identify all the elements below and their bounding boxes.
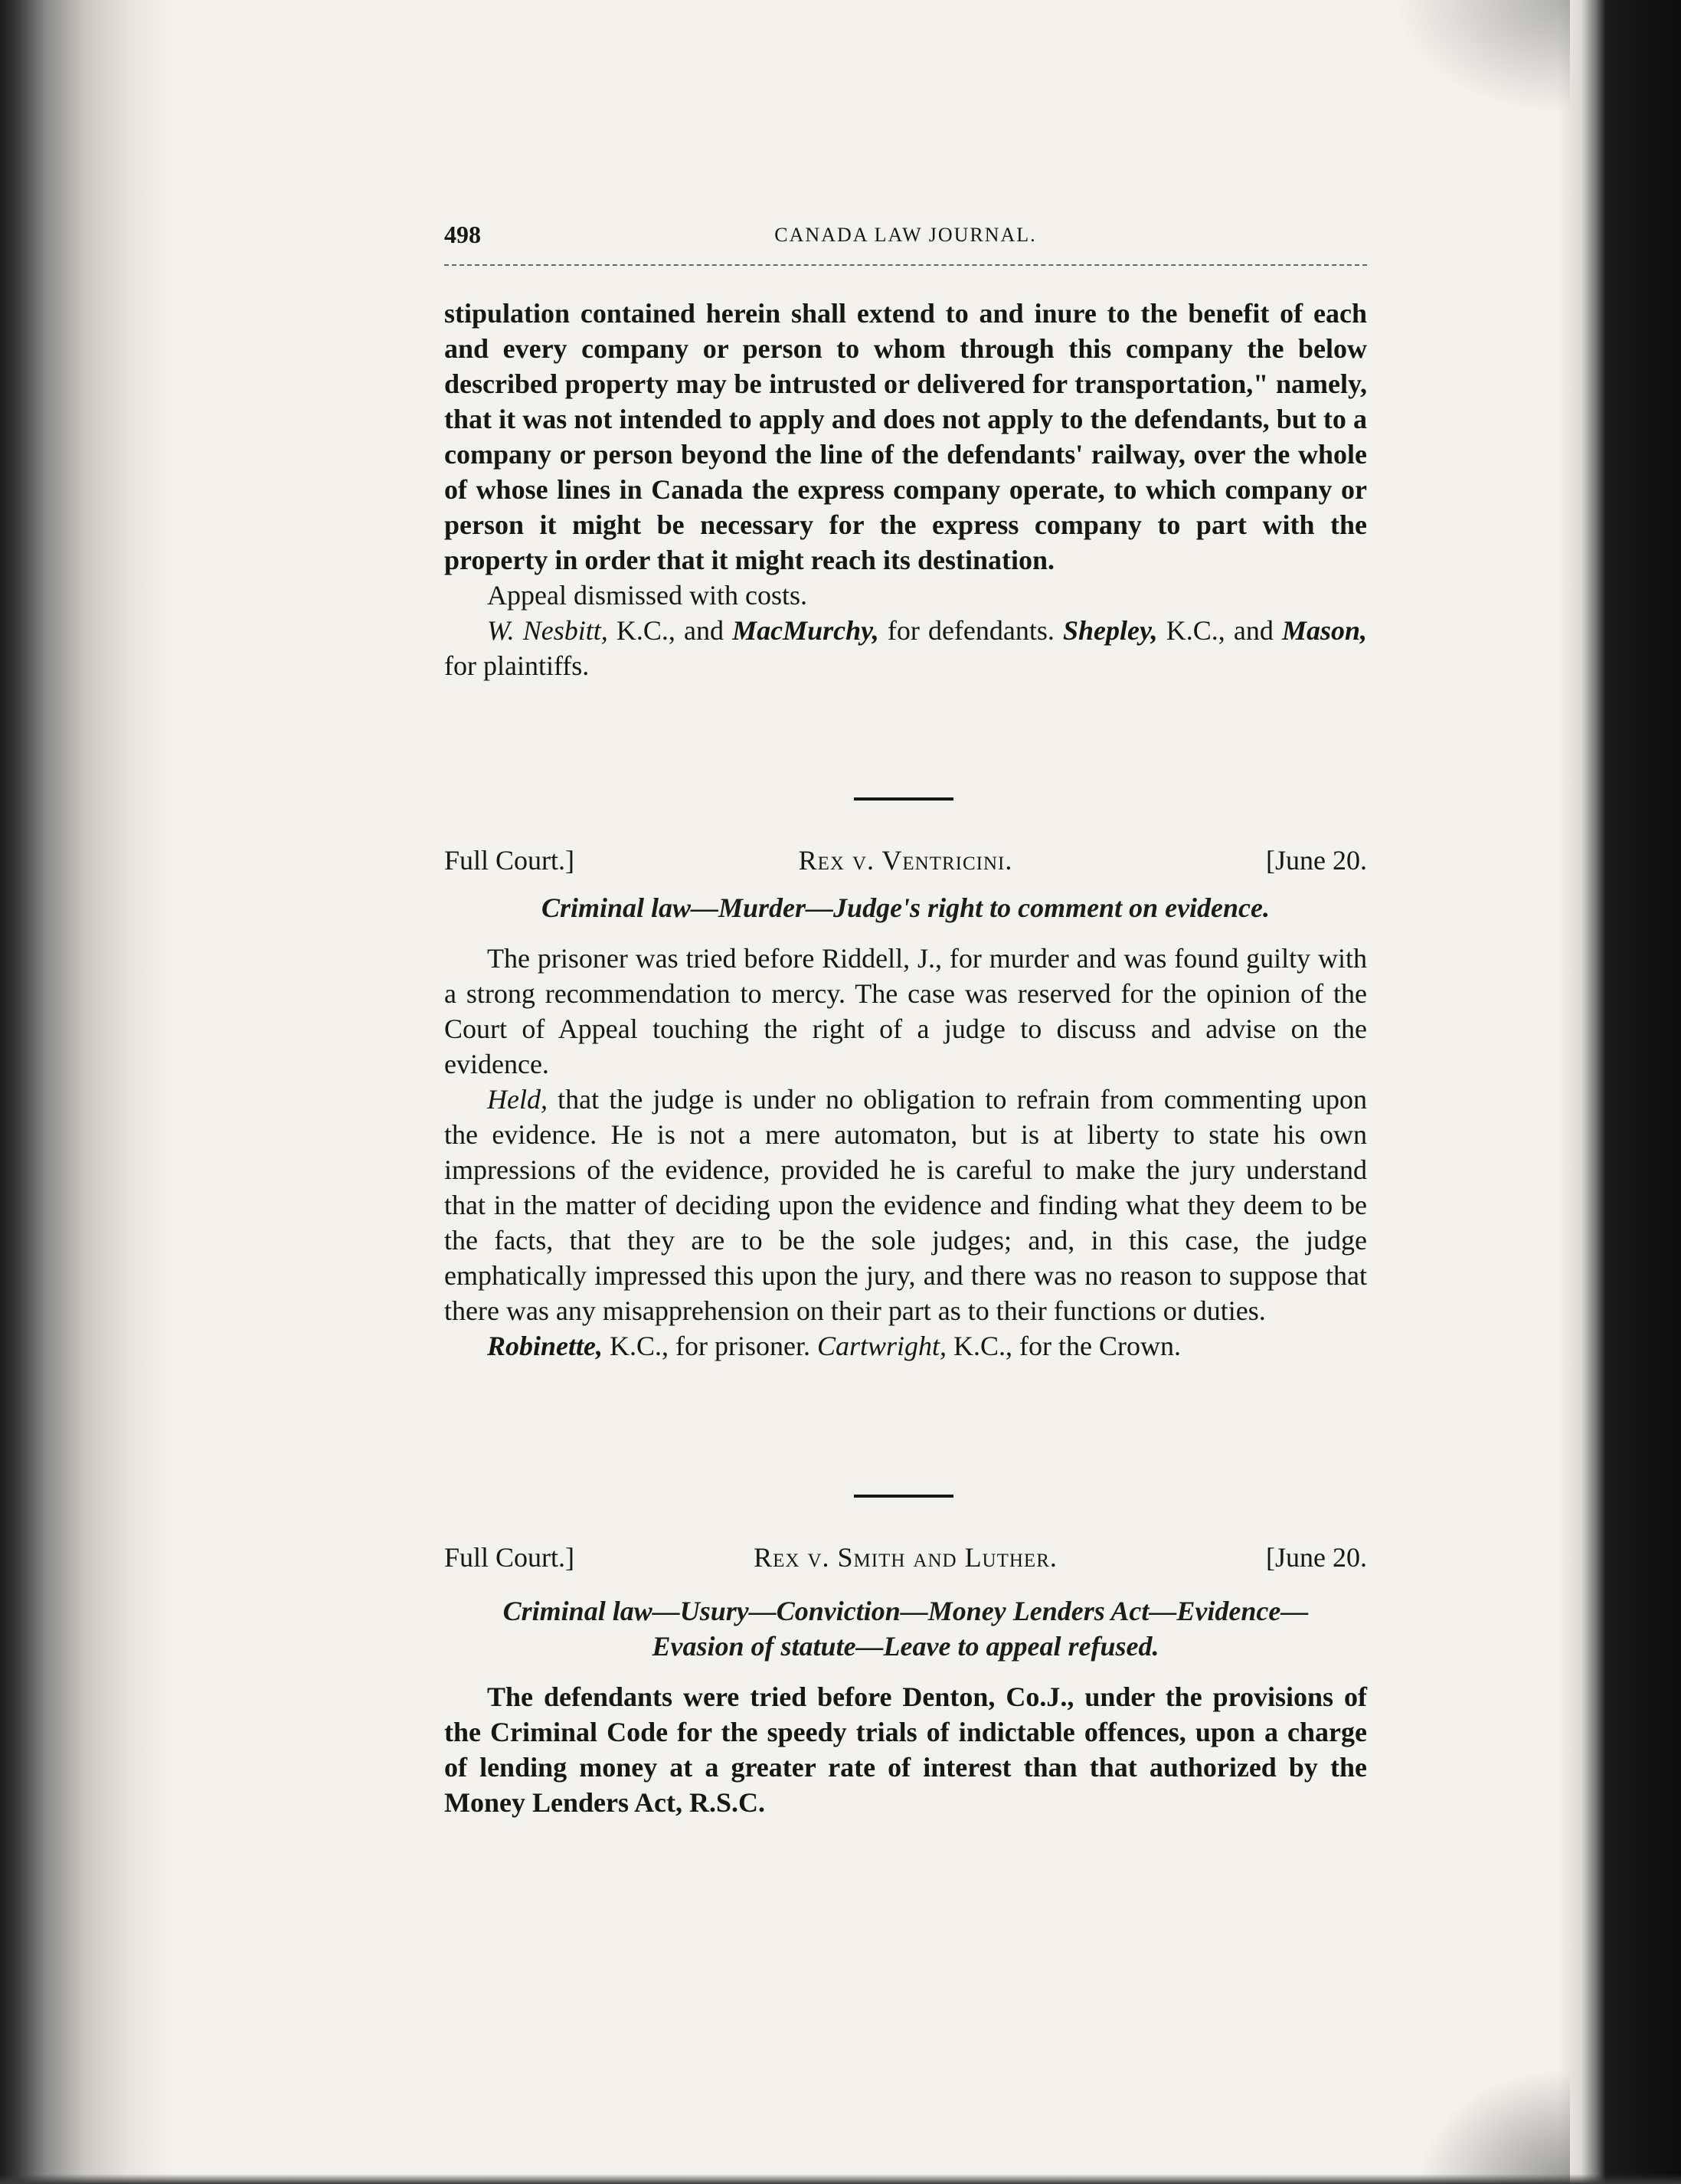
- counsel-name: Mason,: [1281, 615, 1367, 646]
- case-title: Rex v. Smith and Luther.: [754, 1542, 1058, 1573]
- counsel-text: K.C., and: [1157, 615, 1282, 646]
- case-heading: [444, 1541, 1367, 1578]
- section-continuation: [444, 296, 1367, 683]
- counsel-name: Cartwright,: [816, 1331, 947, 1361]
- held-label: Held,: [487, 1084, 548, 1115]
- held-paragraph: [444, 1082, 1367, 1328]
- binding-shadow: [0, 0, 176, 2184]
- case-title: Rex v. Ventricini.: [798, 845, 1013, 876]
- page-edge-shadow: [1558, 0, 1681, 2184]
- header-rule: [444, 264, 1367, 266]
- case-topic-block: [444, 890, 1367, 925]
- counsel-text: for defendants.: [878, 615, 1063, 646]
- counsel-name: MacMurchy,: [732, 615, 879, 646]
- journal-page: [444, 0, 1367, 2184]
- counsel-text: K.C., for the Crown.: [947, 1331, 1181, 1361]
- section-divider: [854, 1495, 953, 1498]
- scan-smudge-top: [1394, 0, 1570, 115]
- continuation-paragraph: stipulation contained herein shall extend to and inure to the benefit of each and every company or person to whom through this company the below described property may be intrusted or delivered for transportation," namely, that it was not intended to apply and does not apply to the defendants, but to a company or person beyond the line of the defendants' railway, over the whole of whose lines in Canada the express company operate, to which company or person it might be necessary for the express company to part with the property in order that it might reach its destination.: [444, 298, 1367, 575]
- counsel-name: Shepley,: [1062, 615, 1158, 646]
- case-topic-block: [475, 1593, 1336, 1664]
- page-header: [444, 221, 1367, 251]
- court-label: Full Court.]: [444, 845, 575, 876]
- held-text: that the judge is under no obligation to refrain from commenting upon the evidence. He is not a mere automaton, but is at liberty to state his own impressions of the evidence, provided he is careful to make the jury understand that in the matter of deciding upon the evidence and finding what they deem to be the facts, that they are to be the sole judges; and, in this case, the judge emphatically impressed this upon the jury, and there was no reason to suppose that there was any misapprehension on their part as to their functions or duties.: [444, 1084, 1367, 1326]
- disposition: Appeal dismissed with costs.: [487, 580, 807, 611]
- counsel-text: K.C., for prisoner.: [603, 1331, 817, 1361]
- counsel-text: K.C., and: [607, 615, 733, 646]
- counsel-name: Robinette,: [487, 1331, 603, 1361]
- case-paragraph: The defendants were tried before Denton, Co.J., under the provisions of the Criminal Code for the speedy trials of indictable offences, upon a charge of lending money at a greater rate of interest than that authorized by the Money Lenders Act, R.S.C.: [444, 1681, 1367, 1818]
- scan-smudge-bottom: [1417, 2068, 1570, 2184]
- case-topic: Criminal law—Murder—Judge's right to comment on evidence.: [541, 892, 1271, 923]
- counsel-line: [444, 613, 1367, 683]
- counsel-name: W. Nesbitt,: [487, 615, 608, 646]
- page-number: 498: [444, 221, 481, 248]
- running-head: CANADA LAW JOURNAL.: [774, 224, 1037, 246]
- case-date: [June 20.: [1266, 845, 1367, 876]
- case-body: [444, 941, 1367, 1364]
- counsel-text: for plaintiffs.: [444, 650, 590, 681]
- case-heading: [444, 844, 1367, 881]
- counsel-line: [444, 1328, 1367, 1364]
- case-body: [444, 1679, 1367, 1820]
- case-date: [June 20.: [1266, 1542, 1367, 1573]
- case-topic: Criminal law—Usury—Conviction—Money Lenders Act—Evidence—Evasion of statute—Leave to appeal refused.: [502, 1596, 1309, 1662]
- section-divider: [854, 797, 953, 801]
- case-paragraph: The prisoner was tried before Riddell, J., for murder and was found guilty with a strong recommendation to mercy. The case was reserved for the opinion of the Court of Appeal touching the right of a judge to discuss and advise on the evidence.: [444, 943, 1367, 1079]
- court-label: Full Court.]: [444, 1542, 575, 1573]
